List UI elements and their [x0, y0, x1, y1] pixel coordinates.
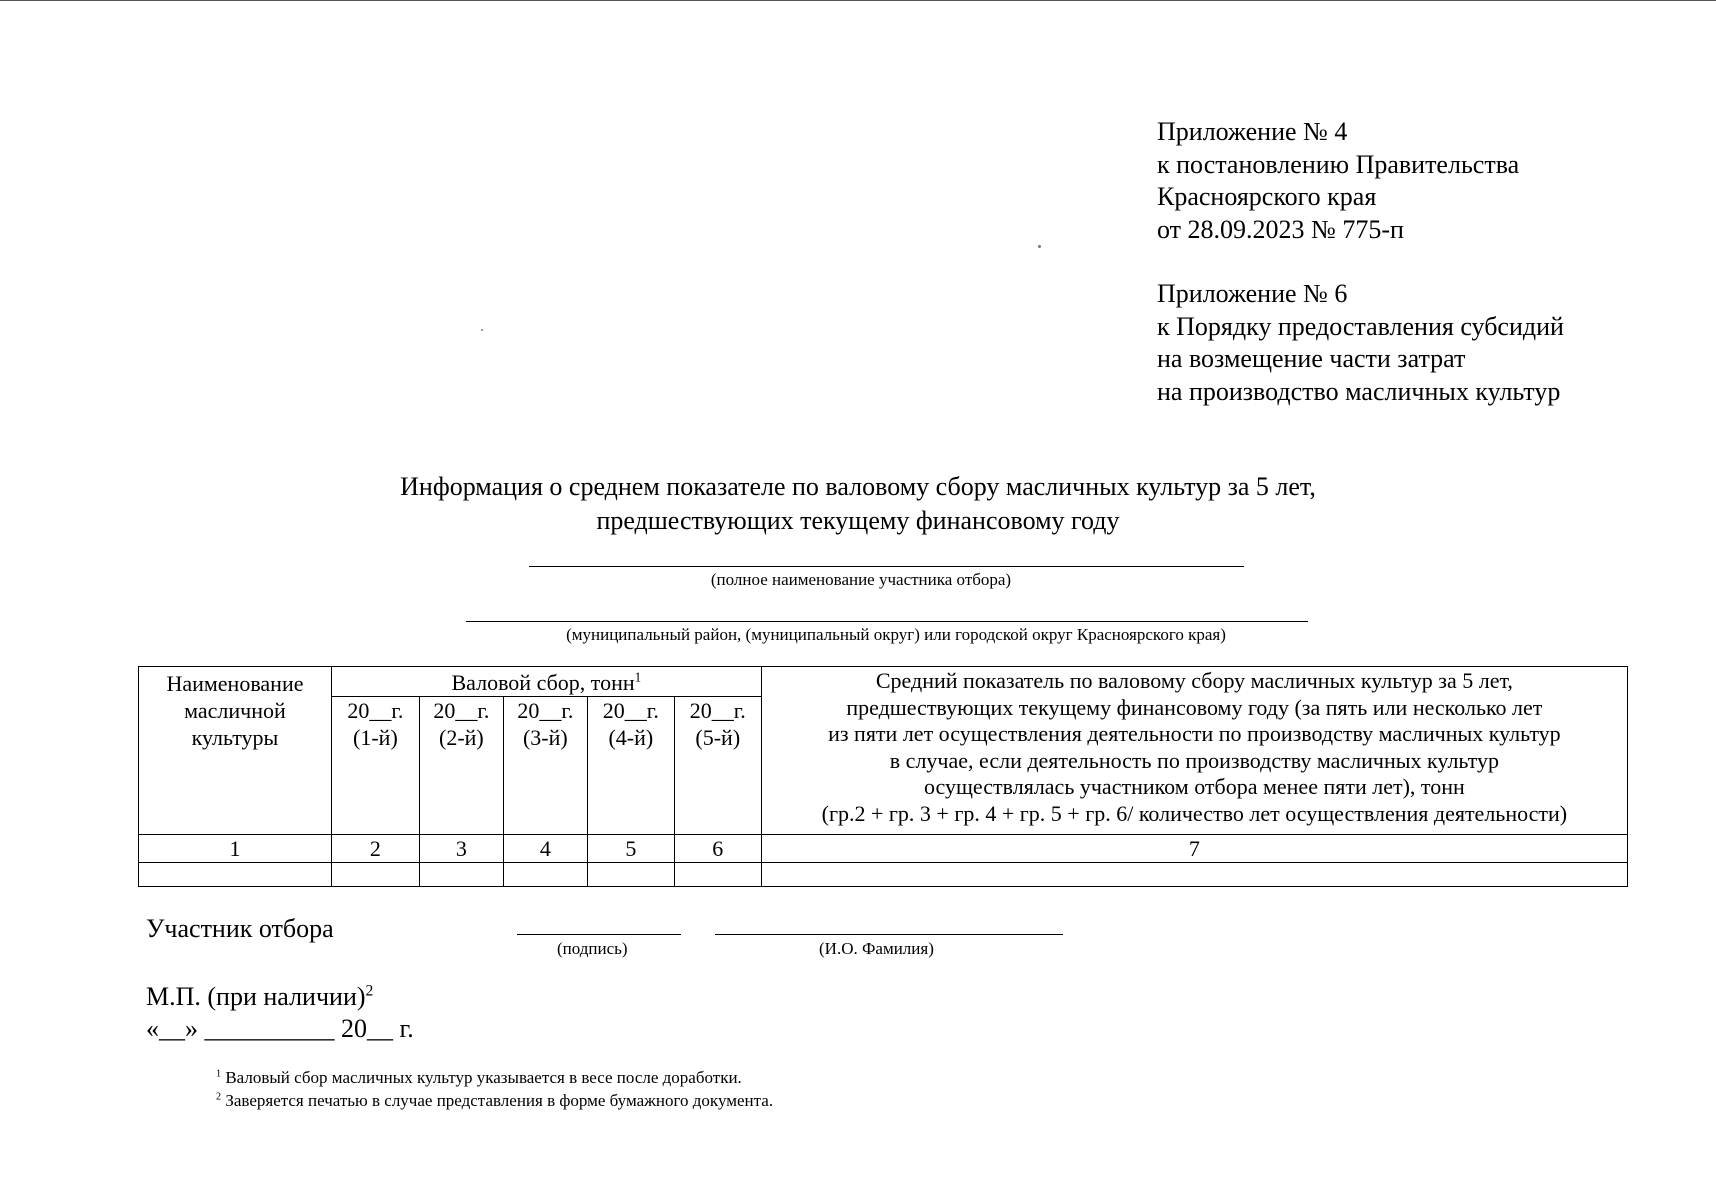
document-title: [0, 470, 1716, 538]
year-header: 20__г. (4-й): [587, 697, 674, 835]
signature-caption: (подпись): [557, 939, 628, 958]
footnote-1: $^1$ Валовый сбор масличных культур указывается в весе после доработки.: [216, 1068, 742, 1087]
annex-6-title: Приложение № 6: [1157, 279, 1348, 308]
municipality-line[interactable]: [466, 621, 1308, 622]
stamp-label: М.П. (при наличии)$^2$: [146, 982, 374, 1011]
oil-crops-table: [138, 666, 1628, 887]
table-row: [139, 863, 1628, 887]
table-cell[interactable]: [674, 863, 761, 887]
title-line-2: предшествующих текущему финансовому году: [596, 506, 1120, 535]
participant-label: Участник отбора: [146, 914, 334, 943]
participant-name-caption: (полное наименование участника отбора): [710, 570, 1012, 589]
annex-4-line: к постановлению Правительства: [1157, 149, 1520, 179]
column-number-row: [139, 835, 1628, 863]
annex-6-line: к Порядку предоставления субсидий: [1157, 311, 1564, 341]
annex-4-title: Приложение № 4: [1157, 117, 1348, 146]
annex-6-line: на возмещение части затрат: [1157, 344, 1466, 373]
signature-line[interactable]: [517, 934, 681, 935]
column-number: 4: [503, 835, 587, 863]
footnote-mark: 1: [634, 669, 642, 685]
year-header: 20__г. (5-й): [674, 697, 761, 835]
annex-6-line: на производство масличных культур: [1157, 376, 1561, 406]
table-cell[interactable]: [331, 863, 419, 887]
annex-4-block: [1157, 116, 1519, 246]
table-cell[interactable]: [503, 863, 587, 887]
full-name-caption: (И.О. Фамилия): [819, 939, 934, 958]
table-cell[interactable]: [761, 863, 1627, 887]
title-line-1: Информация о среднем показателе по валовому сбору масличных культур за 5 лет,: [400, 472, 1316, 501]
full-name-line[interactable]: [715, 934, 1063, 935]
gross-harvest-header: Валовой сбор, тонн$^1$: [331, 667, 761, 697]
year-header: 20__г. (3-й): [503, 697, 587, 835]
footnote-mark: 2: [365, 982, 374, 1000]
column-number: 7: [761, 835, 1627, 863]
date-line[interactable]: «__» __________ 20__ г.: [146, 1014, 414, 1043]
column-number: 3: [419, 835, 503, 863]
scan-speck: [1038, 245, 1041, 248]
scan-speck: [481, 329, 483, 331]
average-indicator-header: Средний показатель по валовому сбору масличных культур за 5 лет, предшествующих текущему финансовому году (за пять или несколько лет из пяти лет осуществления деятельности по производству масличных культур в случае, если деятельность по производству масличных культур осуществлялась участником отбора менее пяти лет), тонн (гр.2 + гр. 3 + гр. 4 + гр. 5 + гр. 6/ количество лет осуществления деятельности): [761, 667, 1627, 835]
column-number: 5: [587, 835, 674, 863]
annex-4-line: Красноярского края: [1157, 182, 1377, 211]
municipality-caption: (муниципальный район, (муниципальный округ) или городской округ Красноярского края): [566, 625, 1226, 644]
scan-top-edge: [0, 0, 1716, 1]
table-cell[interactable]: [139, 863, 332, 887]
column-number: 1: [139, 835, 332, 863]
annex-4-date: от 28.09.2023 № 775-п: [1157, 214, 1404, 244]
table-cell[interactable]: [587, 863, 674, 887]
column-number: 2: [331, 835, 419, 863]
crop-name-header: Наименование масличной культуры: [139, 667, 332, 835]
year-header: 20__г. (1-й): [331, 697, 419, 835]
participant-name-line[interactable]: [529, 566, 1244, 567]
footnote-2: $^2$ Заверяется печатью в случае представления в форме бумажного документа.: [216, 1091, 774, 1110]
column-number: 6: [674, 835, 761, 863]
table-cell[interactable]: [419, 863, 503, 887]
annex-6-block: [1157, 278, 1564, 408]
year-header: 20__г. (2-й): [419, 697, 503, 835]
